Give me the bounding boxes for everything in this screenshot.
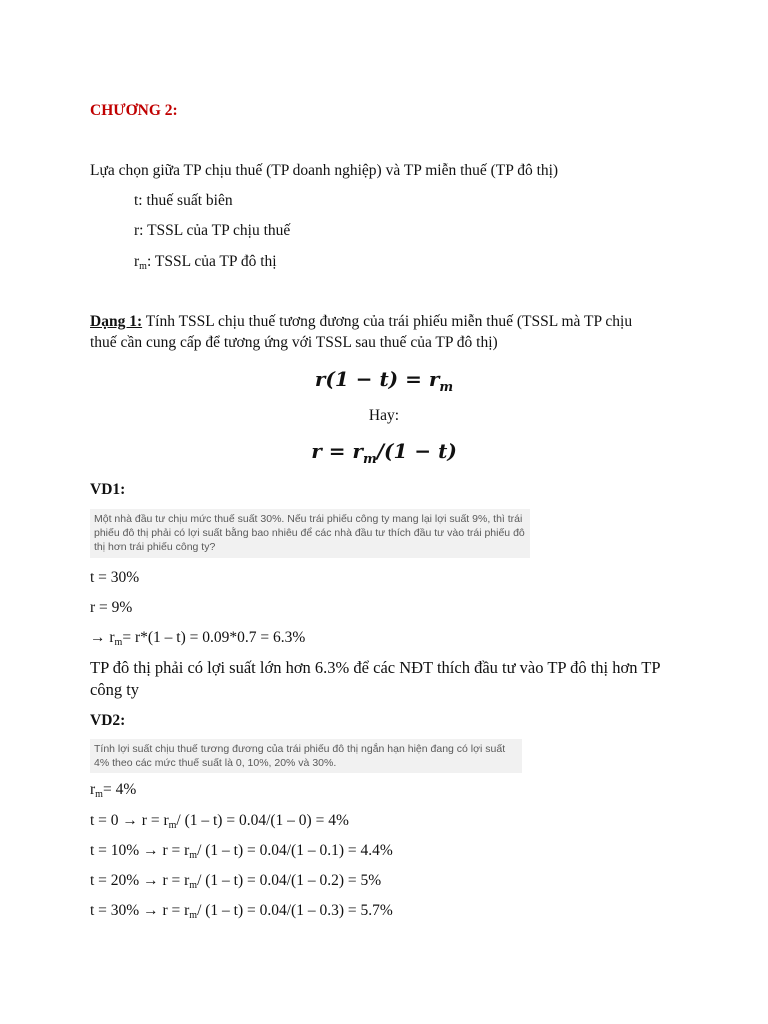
vd2-row-right: / (1 – t) = 0.04/(1 – 0.3) = 5.7% — [197, 902, 393, 919]
vd2-row-left: t = 0 → r = r — [90, 812, 169, 829]
formula-2-left: r = r — [311, 439, 363, 463]
rm-subscript: m — [139, 261, 147, 272]
def-r: r: TSSL của TP chịu thuế — [134, 222, 291, 239]
intro-line: Lựa chọn giữa TP chịu thuế (TP doanh nghiệp) và TP miễn thuế (TP đô thị) — [90, 162, 559, 179]
vd2-row — [90, 871, 381, 891]
vd2-row-right: / (1 – t) = 0.04/(1 – 0.2) = 5% — [197, 872, 382, 889]
vd1-rm-subscript: m — [114, 637, 123, 648]
dang1-line-2: thuế cần cung cấp để tương ứng với TSSL sau thuế của TP đô thị) — [90, 334, 498, 351]
vd1-rm-right: = r*(1 – t) = 0.09*0.7 = 6.3% — [122, 629, 306, 646]
vd2-row-left: t = 20% → r = r — [90, 872, 190, 889]
def-rm — [134, 252, 277, 272]
vd2-row-right: / (1 – t) = 0.04/(1 – 0) = 4% — [176, 812, 349, 829]
vd2-rm-subscript: m — [95, 789, 103, 800]
dang1-line-1 — [90, 312, 632, 332]
dang1-label: Dạng 1: — [90, 313, 143, 330]
formula-2 — [0, 439, 768, 467]
rm-symbol: r — [134, 253, 140, 270]
formula-2-right: /(1 − t) — [376, 439, 457, 463]
vd2-row — [90, 811, 349, 831]
hay-text: Hay: — [368, 407, 400, 424]
vd2-rm-right: = 4% — [102, 781, 137, 798]
vd1-conclusion-2: công ty — [90, 680, 140, 699]
vd2-row-left: t = 10% → r = r — [90, 842, 190, 859]
vd1-problem-image: Một nhà đầu tư chịu mức thuế suất 30%. Nếu trái phiếu công ty mang lại lợi suất 9%, thì trái phiếu đô thị phải có lợi suất bằng bao nhiêu để các nhà đầu tư thích đầu tư vào trái phiếu đô thị hơn trái phiếu công ty? — [90, 509, 530, 558]
vd1-rm-left: → r — [90, 629, 115, 646]
dang1-text: Tính TSSL chịu thuế tương đương của trái phiếu miễn thuế (TSSL mà TP chịu — [142, 313, 633, 330]
vd2-row — [90, 841, 393, 861]
vd1-title: VD1: — [90, 481, 126, 498]
vd2-title: VD2: — [90, 712, 126, 729]
vd1-conclusion-1: TP đô thị phải có lợi suất lớn hơn 6.3% để các NĐT thích đầu tư vào TP đô thị hơn TP — [90, 658, 661, 677]
vd2-row-left: t = 30% → r = r — [90, 902, 190, 919]
vd2-rm-left: r — [90, 781, 96, 798]
vd2-row-subscript: m — [168, 820, 177, 831]
vd2-row — [90, 901, 393, 921]
formula-1 — [0, 367, 768, 395]
formula-1-subscript: m — [439, 380, 454, 395]
vd2-row-subscript: m — [189, 850, 198, 861]
vd2-row-subscript: m — [189, 880, 198, 891]
vd1-line-r: r = 9% — [90, 599, 133, 616]
rm-definition: : TSSL của TP đô thị — [146, 253, 277, 270]
chapter-heading: CHƯƠNG 2: — [90, 102, 178, 119]
vd2-rm-line — [90, 780, 136, 800]
vd2-row-right: / (1 – t) = 0.04/(1 – 0.1) = 4.4% — [197, 842, 393, 859]
vd2-problem-image: Tính lợi suất chịu thuế tương đương của trái phiếu đô thị ngắn hạn hiện đang có lợi suất 4% theo các mức thuế suất là 0, 10%, 20% và 30%. — [90, 739, 522, 773]
def-t: t: thuế suất biên — [134, 192, 233, 209]
formula-1-main: r(1 − t) = r — [314, 367, 440, 391]
vd1-line-rm — [90, 628, 305, 648]
vd1-line-t: t = 30% — [90, 569, 140, 586]
vd2-row-subscript: m — [189, 910, 198, 921]
formula-2-subscript: m — [362, 452, 377, 467]
